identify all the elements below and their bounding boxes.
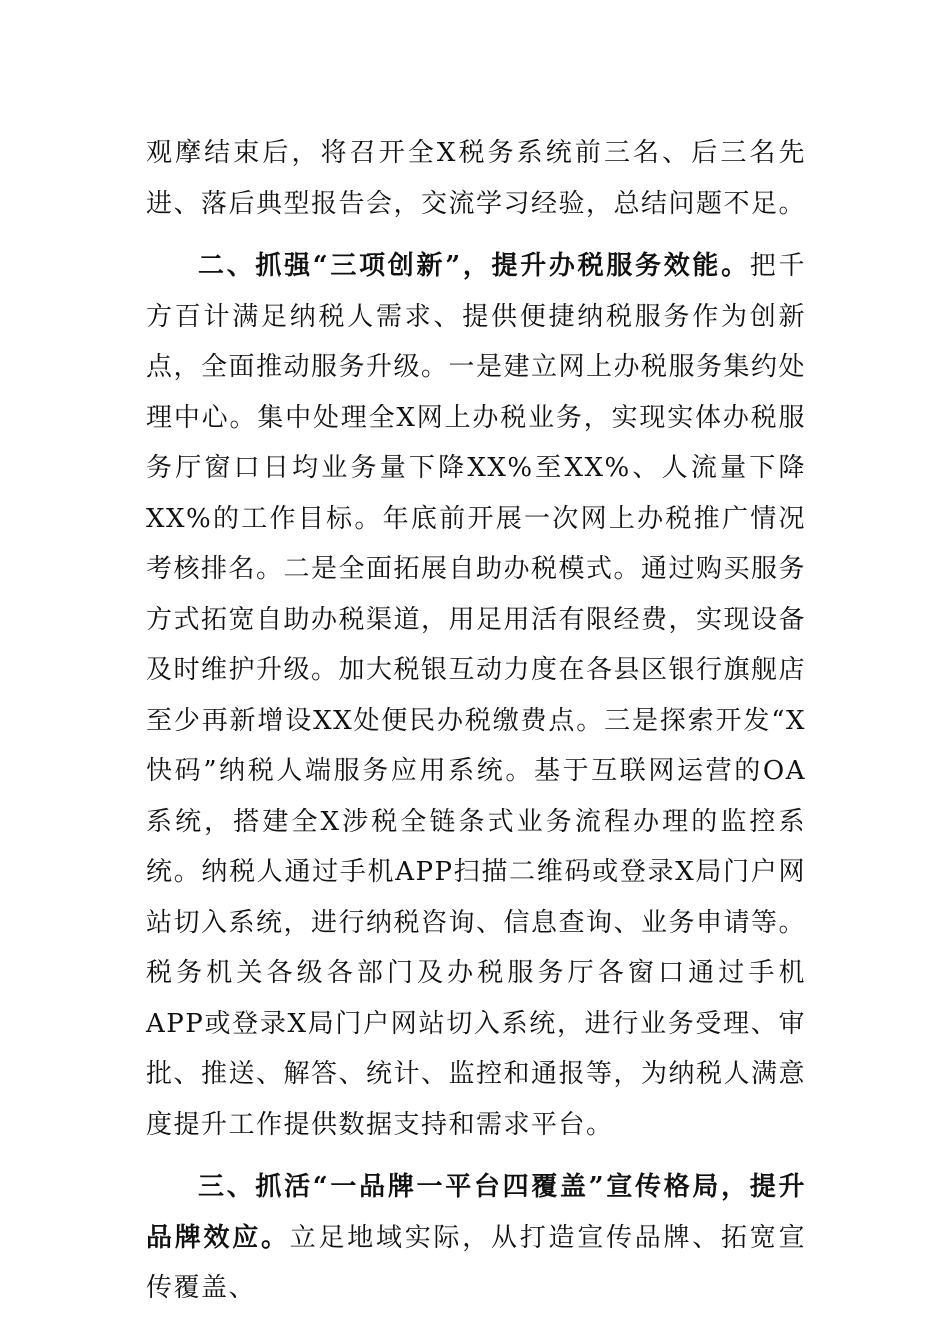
paragraph-body: 立足地域实际，从打造宣传品牌、拓宽宣传覆盖、	[146, 1222, 806, 1303]
section-heading: 三、抓活“一品牌一平台四覆盖”宣传格局，提升品牌效应。	[146, 1172, 806, 1253]
paragraph-continuation	[146, 128, 806, 229]
paragraph-body: 把千方百计满足纳税人需求、提供便捷纳税服务作为创新点，全面推动服务升级。一是建立网上办税服务集约处理中心。集中处理全X网上办税业务，实现实体办税服务厅窗口日均业务量下降XX%至XX%、人流量下降XX%的工作目标。年底前开展一次网上办税推广情况考核排名。二是全面拓展自助办税模式。通过购买服务方式拓宽自助办税渠道，用足用活有限经费，实现设备及时维护升级。加大税银互动力度在各县区银行旗舰店至少再新增设XX处便民办税缴费点。三是探索开发“X快码”纳税人端服务应用系统。基于互联网运营的OA系统，搭建全X涉税全链条式业务流程办理的监控系统。纳税人通过手机APP扫描二维码或登录X局门户网站切入系统，进行纳税咨询、信息查询、业务申请等。税务机关各级各部门及办税服务厅各窗口通过手机APP或登录X局门户网站切入系统，进行业务受理、审批、推送、解答、统计、监控和通报等，为纳税人满意度提升工作提供数据支持和需求平台。	[146, 251, 807, 1140]
paragraph-body: 观摩结束后，将召开全X税务系统前三名、后三名先进、落后典型报告会，交流学习经验，总结问题不足。	[146, 138, 807, 219]
section-heading: 二、抓强“三项创新”，提升办税服务效能。	[198, 251, 750, 281]
paragraph-section-three	[146, 1162, 806, 1314]
paragraph-section-two	[146, 241, 806, 1150]
document-page	[146, 128, 806, 1314]
